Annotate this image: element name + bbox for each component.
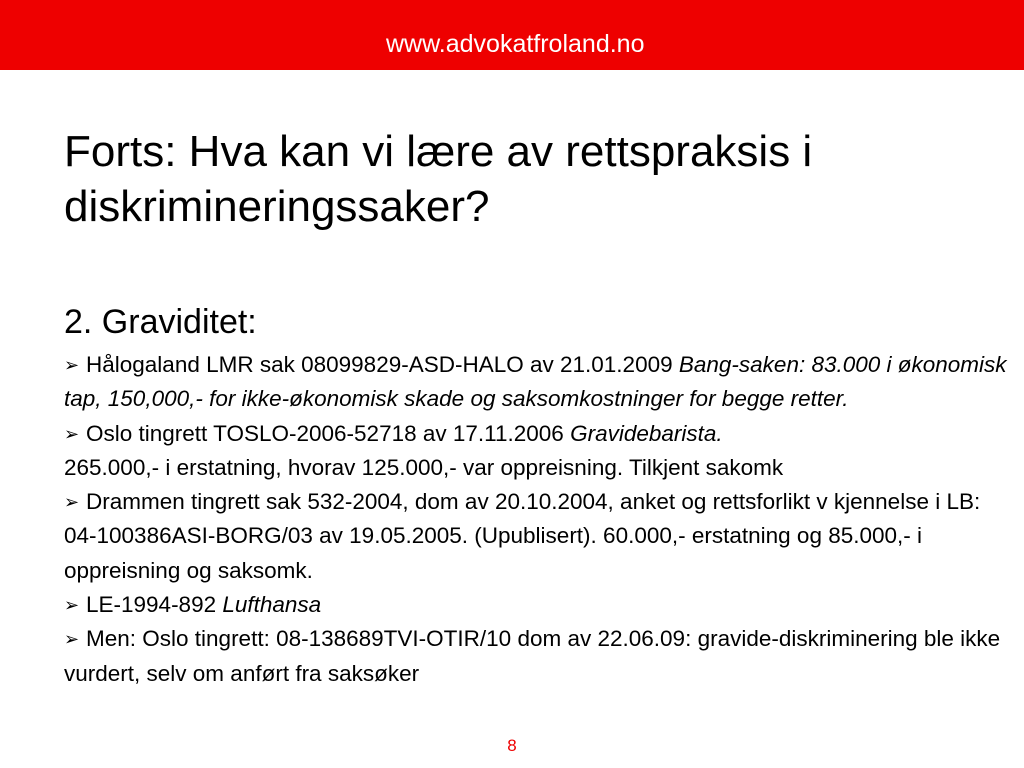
arrowhead-bullet-icon: ➢ (64, 492, 80, 513)
site-url: www.advokatfroland.no (386, 30, 645, 58)
section-heading: 2. Graviditet: (64, 303, 257, 341)
item-italic-text: Gravidebarista. (570, 420, 723, 446)
list-item (64, 622, 1014, 691)
arrowhead-bullet-icon: ➢ (64, 629, 80, 650)
item-text: LE-1994-892 (86, 592, 223, 618)
arrowhead-bullet-icon: ➢ (64, 355, 80, 375)
bullet-list (64, 348, 1014, 691)
item-italic-text: Lufthansa (222, 592, 322, 618)
item-italic-text: Bang-saken: 83.000 i økonomisk tap, 150,000,- for ikke-økonomisk skade og saksomkostninger for begge retter. (64, 352, 1007, 412)
item-text: Drammen tingrett sak 532-2004, dom av 20.10.2004, anket og rettsforlikt v kjennelse i LB: 04-100386ASI-BORG/03 av 19.05.2005. (Upublisert). 60.000,- erstatning og 85.000,- i oppreisning og saksomk. (64, 489, 981, 583)
slide-title: Forts: Hva kan vi lære av rettspraksis i diskrimineringssaker? (64, 127, 813, 231)
item-text: Oslo tingrett TOSLO-2006-52718 av 17.11.2006 (86, 420, 571, 446)
item-text: Hålogaland LMR sak 08099829-ASD-HALO av 21.01.2009 (86, 352, 679, 377)
item-text: Men: Oslo tingrett: 08-138689TVI-OTIR/10 dom av 22.06.09: gravide-diskriminering ble ikke vurdert, selv om anført fra saksøker (64, 626, 1001, 686)
header-bar (0, 0, 1024, 70)
list-item (64, 348, 1014, 417)
list-item (64, 417, 1014, 486)
item-tail-text: 265.000,- i erstatning, hvorav 125.000,- var oppreisning. Tilkjent sakomk (64, 454, 784, 480)
list-item (64, 485, 1014, 588)
page-number: 8 (507, 736, 517, 755)
list-item (64, 588, 1014, 622)
arrowhead-bullet-icon: ➢ (64, 595, 80, 616)
arrowhead-bullet-icon: ➢ (64, 423, 80, 444)
